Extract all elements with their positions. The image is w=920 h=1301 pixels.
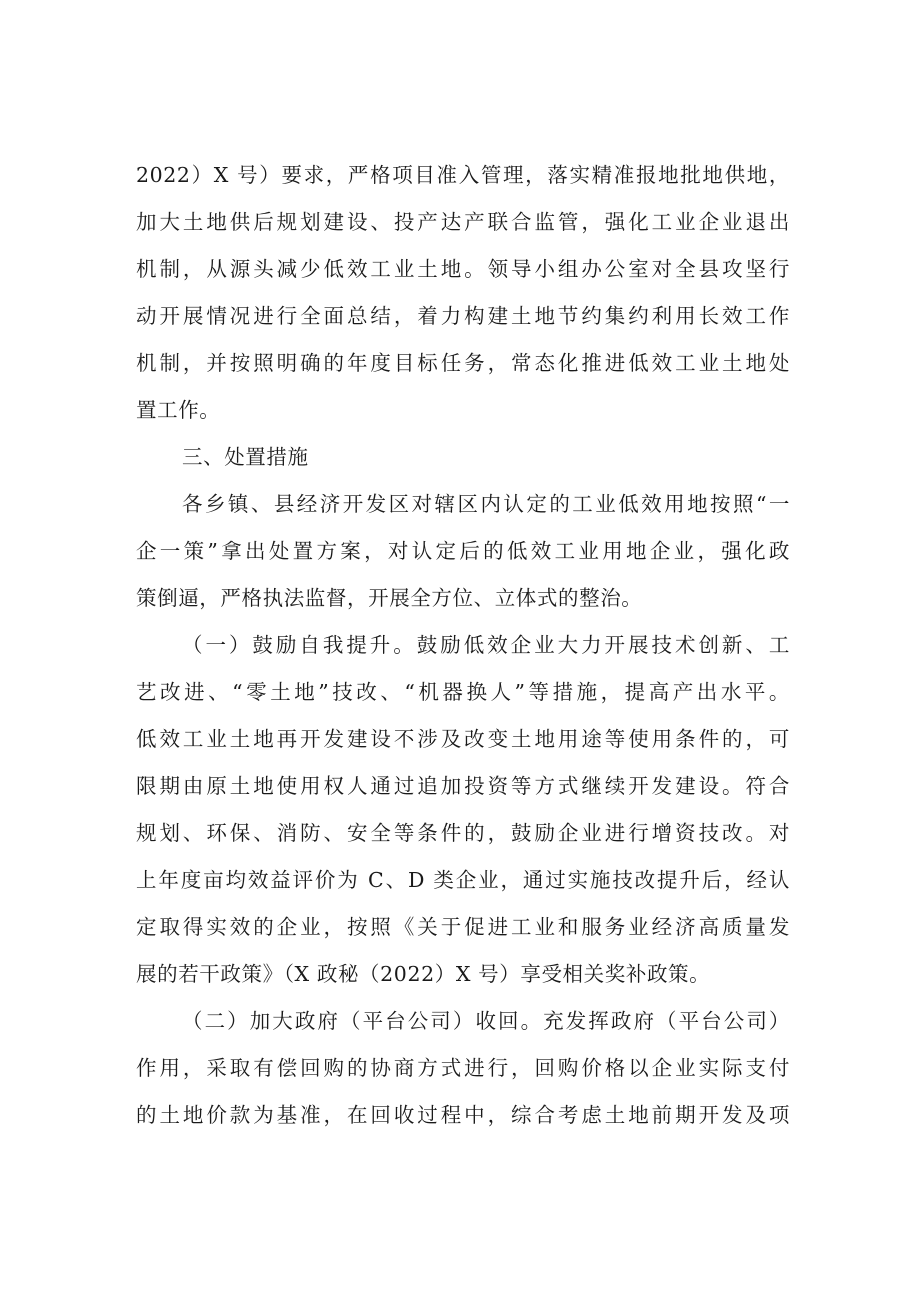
document-line: 规划、环保、消防、安全等条件的，鼓励企业进行增资技改。对 [136,821,790,845]
document-line: 加大土地供后规划建设、投产达产联合监管，强化工业企业退出 [136,210,790,234]
document-line: （二）加大政府（平台公司）收回。充发挥政府（平台公司） [182,1009,790,1033]
document-line: 定取得实效的企业，按照《关于促进工业和服务业经济高质量发 [136,915,790,939]
document-line: 的土地价款为基准，在回收过程中，综合考虑土地前期开发及项 [136,1103,790,1127]
document-line: 机制，从源头减少低效工业土地。领导小组办公室对全县攻坚行 [136,257,790,281]
document-line: 艺改进、“零土地”技改、“机器换人”等措施，提高产出水平。 [136,680,790,704]
document-body [136,152,790,1139]
document-line: 各乡镇、县经济开发区对辖区内认定的工业低效用地按照“一 [182,492,790,516]
document-line: （一）鼓励自我提升。鼓励低效企业大力开展技术创新、工 [182,633,790,657]
document-line: 低效工业土地再开发建设不涉及改变土地用途等使用条件的，可 [136,727,790,751]
document-line: 机制，并按照明确的年度目标任务，常态化推进低效工业土地处 [136,351,790,375]
document-line: 2022）X 号）要求，严格项目准入管理，落实精准报地批地供地， [136,163,790,187]
document-line: 置工作。 [136,398,221,422]
document-line: 上年度亩均效益评价为 C、D 类企业，通过实施技改提升后，经认 [136,868,790,892]
document-line: 企一策”拿出处置方案，对认定后的低效工业用地企业，强化政 [136,539,790,563]
document-line: 展的若干政策》（X 政秘（2022）X 号）享受相关奖补政策。 [136,962,711,986]
document-line: 限期由原土地使用权人通过追加投资等方式继续开发建设。符合 [136,774,790,798]
document-line: 三、处置措施 [182,445,309,469]
document-line: 动开展情况进行全面总结，着力构建土地节约集约利用长效工作 [136,304,790,328]
document-line: 作用，采取有偿回购的协商方式进行，回购价格以企业实际支付 [136,1056,790,1080]
document-line: 策倒逼，严格执法监督，开展全方位、立体式的整治。 [136,586,643,610]
